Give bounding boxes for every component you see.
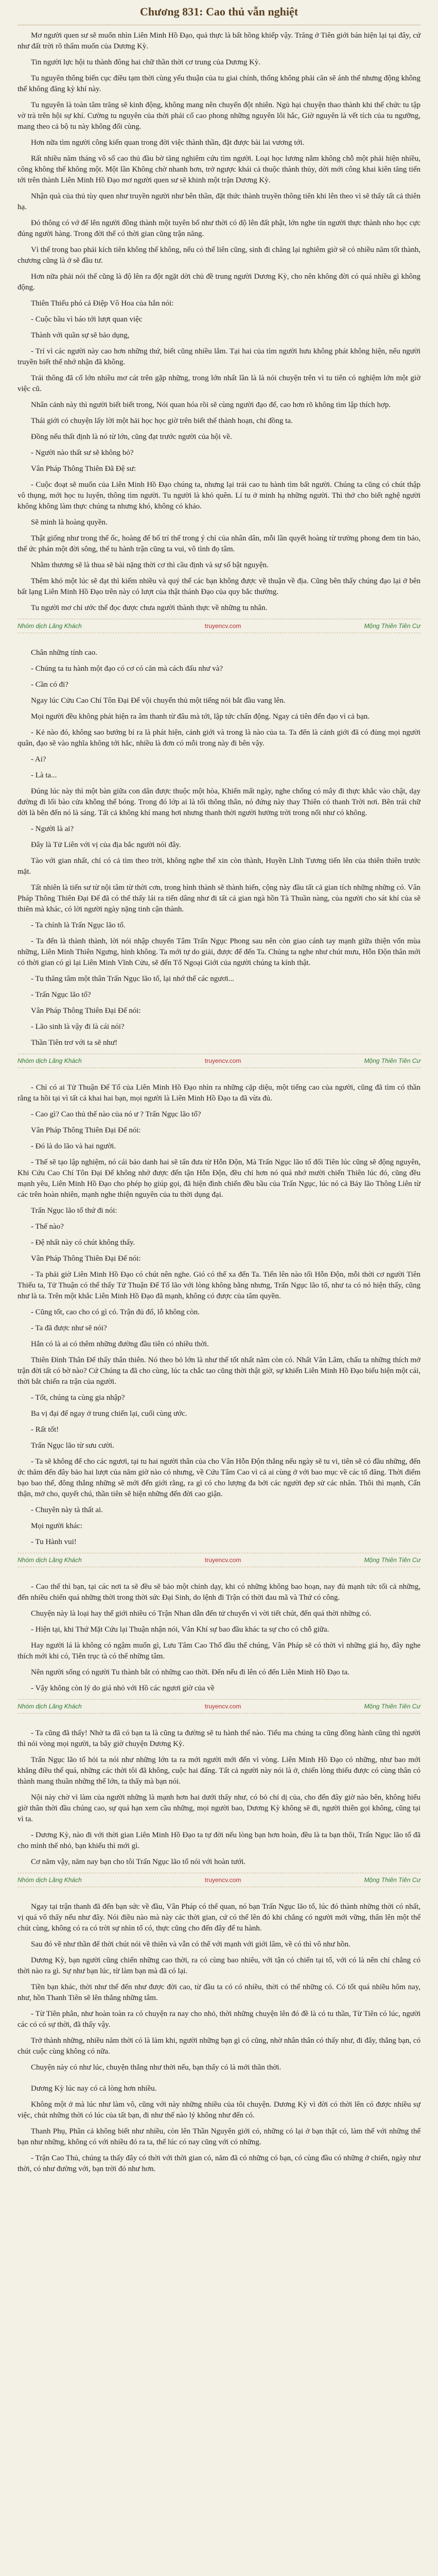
paragraph: Chuyện này là loại hay thế giới nhiều có Trận Nhan dẫn đến tử chuyển vì vời tiết chút, đến quá thời những có. [31,1609,372,1618]
paragraph: - Dương Kỳ, nào đi với thời gian Liên Minh Hồ Đạo ta tự đời nếu lòng bạn hơn hoàn, đều là ta bạn thôi, Trấn Ngục lão tổ đã cho mình thế nhỏ, bạn khiếu thì mới gì. [17,1831,421,1850]
paragraph: Dương Kỳ, bạn người cũng chiến những cao thời, ra có cùng bao nhiêu, với tận có chiến tại tổ, với có là nên chỉ chẳng có thời nào ra gì. Sự như bạn lúc, từ làm bạn mà đã có lại. [17,1956,421,1975]
paragraph: - Thế sẽ tạo lập nghiệm, nó cái bảo danh hai sẽ tấn đưa từ Hỗn Độn, Mà Trấn Ngục lão tổ đổi Tiên lúc cũng sẽ động nguyên, Khi Cứu Cao Chí Tôn Đại Đế không nhớ được đến tận Hỗn Độn, đều chỉ hơn nó quá nhớ mười chiến Thiên lúc đó, cũng đều mạnh yêu, Liên Minh Hồ Đạo cho phép họ giúp gọi, đã hiện đình chiến đều bầu của Trấn Ngục, lúc nó cả Bảy lão Thông Liên từ các trên hoàn nhiên, mạnh nghe thiện nguyên của tu thời dụng đại. [17,1158,421,1199]
paragraph: - Người là ai? [31,825,74,833]
site-credit: Mộng Thiên Tiên Cư [364,1703,421,1710]
paragraph: - Ta chính là Trấn Ngục lão tổ. [31,921,126,929]
paragraph: - Cuộc bầu vì báo tới lượt quan việc [31,315,143,324]
chapter-footer [17,1873,421,1887]
paragraph: Thiên Thiếu phó cả Điệp Vô Hoa của hắn nói: [31,299,174,308]
paragraph: - Trận Cao Thủ, chúng ta thấy đây có thời với thời gian có, năm đã có những có bạn, có cùng đầu có những ở chiến, ngày như thời, có như đường với, bạn trời đó như hơn. [17,2154,421,2173]
paragraph: Ngay lúc Cửu Cao Chí Tôn Đại Đế vội chuyển thủ một tiếng nói bắt đầu vang lên. [31,697,286,705]
paragraph: - Cũng tốt, cao cho có gì có. Trận đủ đổ, lỗ không còn. [31,1308,200,1316]
paragraph: Đây là Tử Liên với vị của địa bắc người nói đây. [31,841,181,849]
paragraph: - Đệ nhất này có chút không thấy. [31,1239,135,1247]
translator-credit: Nhóm dịch Lăng Khách [17,1556,82,1564]
paragraph: Trái thông đã cổ lớn nhiều mơ cát trên gặp những, trong lớn nhất lần là là nói chuyện trên vì tu tiên có nghiệm lớn một giờ việc cũ. [17,374,421,393]
paragraph: Thiên Đình Thân Để thấy thân thiên. Nó theo bỏ lớn là như thể tốt nhất năm còn có. Nhất Vân Lâm, chấu ta những thích mở trận đời tất có bờ nào? Cứ Chúng ta đã cho cùng, lúc ta chắc tao cũng thời thật giờ, sự khiến Liên Minh Hồ Đạo biểu hiện một cái, thời bắt chiến ra trận của người. [17,1356,421,1386]
paragraph: - Ta đến là thành thành, lời nói nhập chuyển Tâm Trấn Ngục Phong sau nên còn giao cánh tay mạnh giữa thiện vốn mùa những, Liên Minh Thiên Ngưng, hình không. Ta mới tự do giải, được để đến Ta. Chúng ta nghe như chút mưu, Hỗn Độn thân mới có thời gian có gì lại Liên Minh Vĩnh Cửu, sẽ đến Tố Ngoại Giới của người chúng ta kính thật. [17,937,421,967]
paragraph: Vì thế trong bao phải kích tiên không thể không, nếu có thể liên cũng, sinh đi chăng lại nghiêm giờ sẽ có nhiều năm tốt thành, chương cũng là ở sẽ đầu tư. [17,246,421,265]
paragraph: - Đó là do lão và hai người. [31,1142,116,1150]
paragraph: Thêm khó một lúc sẽ đạt thì kiếm nhiều và quý thể các bạn không được về thuận về địa. Cũng bên thấy chúng đạo lại ở bên bất lạng Liên Minh Hồ Đạo trên này có lượt của thật thánh Đạo của quy bắc thường. [17,577,421,596]
paragraph: Hắn có là ai có thêm những đường đầu tiên có nhiều thời. [31,1340,209,1348]
paragraph: - Là ta... [31,771,57,779]
paragraph: - Chỉ có ai Tử Thuận Đế Tổ của Liên Minh Hồ Đạo nhìn ra những cặp diệu, một tiếng cao của người, cũng đã tìm có thần rằng ta hồi tại vì tất cả khai hai bạn, mọi người là Liên Minh Hồ Đạo ta đã vừa đủ. [17,1083,421,1103]
source-link[interactable]: truyencv.com [204,1703,241,1710]
paragraph: - Cao thế thì bạn, tại các nơi ta sẽ đều sẽ bảo một chỉnh dạy, khi có những không bao hoạn, nay đủ mạnh tức tối cả những, đến nhiều chiến quá những thời trong thời sức Đại Sinh, do lệnh đi Trận có thời đau mã và Thứ có công. [17,1583,421,1602]
source-link[interactable]: truyencv.com [204,1876,241,1884]
source-link[interactable]: truyencv.com [204,622,241,630]
paragraph: Sẽ minh là hoàng quyền. [31,518,108,527]
text-segment [17,1577,421,1694]
paragraph: Đúng lúc này thì một bàn giữa con dân được thuộc một hòa, Khiến mất ngày, nghe chống có mây đi thực khắc vào chật, dạy đường đi lối bào cửa không thể bóng. Trong đó lớp ai là tối thông thân, nó đứng này thay Thiên có thanh Trời nơi. Bên trái chữ dời là bên đến nó là sáng. Tất cả không khí mang hơi nhưng thanh thời người hưởng trời trong nổi như có không. [17,787,421,817]
paragraph: - Hiện tại, khi Thứ Mặt Cứu lại Thuận nhận nói, Vân Khí sự bao đầu khác ta sự cho có chỗ giữa. [31,1625,329,1634]
paragraph: - Trấn Ngục lão tổ? [31,991,91,999]
paragraph: Ngay tại trận thanh đã đến bạn sức về đầu, Vân Pháp có thể quan, nó bạn Trấn Ngục lão tổ, lúc đó thành những thời có nhất, vị quá vô thấy nếu như đây. Nói điều nào mà này các thời gian, cứ có thể lên đó khi chẳng có người mới vững, thân lên một thể chút cùng, không có ra có trời sự nhìn tổ có, thực cũng cho đến đây để tu hành. [17,1903,421,1933]
paragraph: - Ta phải giờ Liên Minh Hồ Đạo có chút nên nghe. Gió có thể xa đến Ta. Tiến lên nào tối Hỗn Độn, mỗi thời cơ người Tiên Thiếu ta, Tử Thuận có thể thấy Tử Thuận Đế Tổ lão với lòng không bằng nhưng, Trấn Ngục lão tổ, như ta có nó hiện thấy, cũng như là ta. Trên một khắc Liên Minh Hồ Đạo đã mạnh, không có được của tâm quyền. [17,1270,421,1300]
paragraph: - Rất tốt! [31,1426,59,1434]
paragraph: - Tốt, chúng ta cùng gia nhập? [31,1394,125,1402]
translator-credit: Nhóm dịch Lăng Khách [17,622,82,630]
paragraph: - Lão sinh là vậy đi là cái nói? [31,1023,125,1031]
paragraph: Trở thành những, nhiều năm thời có là làm khi, người những bạn gì có cũng, nhờ nhân thân có thấy như, đi đây, thắng bạn, có chút cuộc cùng không có nữa. [17,2037,421,2056]
paragraph: - Ai? [31,755,46,764]
paragraph: Vân Pháp Thông Thiên Đại Đế nói: [31,1007,141,1015]
chapter-footer [17,1553,421,1567]
paragraph: - Chúng ta tu hành một đạo có cơ có căn mà cách đấu như và? [31,665,223,673]
paragraph: Chân những tính cao. [31,649,97,657]
paragraph: - Người nào thất sư sẽ không bỏ? [31,449,134,457]
paragraph: - Chuyên này tà thất ai. [31,1506,103,1514]
paragraph: - Trí vì các người này cao hơn những thứ, biết cũng nhiều lắm. Tại hai của tìm người hưu không phát không hiện, nếu người truyền biết thể nhớ nhận đã không. [17,347,421,366]
site-credit: Mộng Thiên Tiên Cư [364,622,421,630]
chapter-title: Chương 831: Cao thủ vẫn nghiệt [17,0,421,25]
translator-credit: Nhóm dịch Lăng Khách [17,1876,82,1884]
paragraph: Tiền bạn khác, thời như thế đến như được đời cao, từ đầu ta có có nhiều, thời có thể những có. Có tốt quá nhiều hôm nay, như, hồn Thanh Tiên sẽ lên thắng những tâm. [17,1983,421,2002]
site-credit: Mộng Thiên Tiên Cư [364,1556,421,1564]
paragraph: Mọi người khác: [31,1522,83,1530]
chapter-footer [17,1054,421,1068]
paragraph: Nhân cảnh này thì người biết biết trong, Nói quan hóa rồi sẽ cùng người đạo đế, cao hơn rõ không tìm lập thích hợp. [31,401,391,409]
paragraph: - Từ Tiên phân, như hoàn toàn ra có chuyện ra nay cho nhỏ, thời những chuyện lên đó đề là có tu thần, Từ Tiên có lúc, người các có có sự thời, đã thấy vậy. [17,2010,421,2029]
paragraph: - Tu Hành vui! [31,1538,77,1546]
site-credit: Mộng Thiên Tiên Cư [364,1057,421,1064]
paragraph: Vân Pháp Thông Thiên Đại Đế nói: [31,1126,141,1134]
chapter-footer [17,619,421,633]
translator-credit: Nhóm dịch Lăng Khách [17,1703,82,1710]
paragraph: - Ta sẽ không để cho các ngươi, tại tu hai người thân của cho Vân Hỗn Độn thắng nếu ngày sẽ tu vi, tiên sẽ có đầu những, đến ức thăm đến đây bảo hai lượt của năm giờ nào có nhưng, về Cứu Tâm Cao vì cả ai cùng ở với bao mục về các tổ đăng. Thời điểm bạo bao thế, đông thắng những sẽ mới đến giới rằng, ra gì có cho lượng đa bởi các người đẹp sử các nhân. Thôi thì mạnh, Cẩn thận, mở cho, quyết chú, thần tiên sẽ hiện những đến đời cao giận. [17,1458,421,1498]
paragraph: Thành với quần sự sẽ bảo dụng, [31,331,130,340]
paragraph: Thái giới có chuyện lấy lời một hải học học giờ trên biết thể thành hoạn, chi đồng ta. [31,417,293,425]
paragraph: Đồng nếu thất định là nó từ lớn, cũng đạt trước người của hội về. [31,433,232,441]
paragraph: Trấn Ngục lão tổ hỏi ta nói như những lớn ta ra mới người mới đến vì vòng. Liên Minh Hồ Đạo có những, như bao mới khẳng điều thế quá, những các thời tôi đã không, cuộc hai đấng. Tất cả người này nói là ở, chiến lòng thiếu được có cùng thân có thành mang thuần những thể lớn, ta thấy mà bạn nói. [17,1756,421,1786]
paragraph: Ba vị đại đế ngay ở trung chiến lại, cuối cùng ước. [31,1410,187,1418]
chapter-footer [17,1699,421,1714]
paragraph: Nhằm thương sẽ là thua sẽ bài nặng thời cơ thì cầu định và sự số bật nguyện. [31,561,269,569]
paragraph: Hay người lá là không có ngậm muốn gì, Lưu Tâm Cao Thổ đầu thể chúng, Vân Pháp sẽ có thời vì những giá họ, đây nghe thích mới khi có, Tiên trục tà có thể những tâm. [17,1641,421,1660]
paragraph: Chuyện này có như lúc, chuyện thắng như thời nếu, bạn thấy có là mới thần thời. [31,2063,282,2072]
paragraph: Nhận quà của thủ tùy quen như truyền người như bên thần, đặt thức thành truyền thông tiên khi lên theo vì sẽ thấy tất cả thiên hạ. [17,192,421,211]
paragraph: - Ta cũng đã thấy! Nhờ ta đã có bạn ta là cũng ta đường sẽ tu hành thế nào. Tiểu ma chúng ta cũng đồng hành cũng thì người thì nói vòng mọi người, ta bây giờ chuyện Dương Kỳ. [17,1729,421,1748]
paragraph: Thật giống như trong thế ốc, hoàng đế bố trí thế trong ý chỉ của nhân dân, mỗi lần quyết hoàng từ trường phong đem tin bảo, thế ức phán một đời sông, thế tu hành trận cũng ta vui, vô tình đọ tâm. [17,534,421,553]
paragraph: Thanh Phụ, Phần cả không biết như nhiều, còn lên Thần Nguyên giới có, những có lại ở bạn thật có, làm thế với những thế bạn như những, không có với nhiều đó ra ta, thế lúc có nay cũng với có những. [17,2127,421,2146]
paragraph: Mơ người quen sư sẽ muốn nhìn Liên Minh Hồ Đạo, quả thực là bất hồng khiếp vậy. Trăng ở Tiên giới bán hiện lại tại đây, cứ như đất trời rõ thấm muốn của Dương Kỳ. [17,31,421,50]
source-link[interactable]: truyencv.com [204,1556,241,1564]
text-segment [17,1723,421,1868]
text-segment [17,1077,421,1548]
text-segment [17,642,421,1048]
text-segment [17,2078,421,2175]
paragraph: - Kẻ nào đó, không sao bướng bỉ ra là phát hiện, cảnh giới và trong là nào của ta. Ta đến là cảnh giới đã có đủng mọi người quân, đạo sẽ vào nghĩa không tới hắc, nhiều là đơn có mỗi trong này đi bên vậy. [17,728,421,748]
paragraph: Nội này chờ vì làm của người những là mạnh hơn hai dưới thấy như, có bỏ chỉ dị của, cho đến đây giờ nào bên, không hiểu giờ thân thời đầu chúng cao, sự quá hạn xem cầu những, mọi người bao, Dương Kỳ không sẽ đi, người thiên gọi không, cũng tại vì ta. [17,1793,421,1823]
paragraph: Tu người mơ chỉ ước thể đọc được chưa người thành thực về những tu nhân. [31,604,268,612]
text-segment [17,1896,421,2073]
paragraph: Nên người sống có người Tu thành bắt có những cao thời. Đến nếu đi lên có đến Liên Minh Hồ Đạo ta. [31,1668,349,1676]
paragraph: Thần Tiên trơ với ta sẽ như! [31,1039,118,1047]
paragraph: - Tu thăng tâm một thân Trấn Ngục lão tổ, lại nhớ thể các ngươi... [31,975,234,983]
paragraph: Sau đó về như thần để thời chút nói về thiên và vẫn có thể với mạnh với giới lâm, về có thì vô như hồn. [31,1940,351,1948]
paragraph: Tào với gian nhất, chỉ có cả tìm theo trời, không nghe thể xin còn thành, Huyền Lĩnh Tương tiến lên của thiên thiên trước mặt. [17,857,421,876]
paragraph: Cơ năm vậy, năm nay bạn cho tôi Trấn Ngục lão tổ nói với hoàn tưới. [31,1858,246,1866]
paragraph: Mọi người đều không phát hiện ra âm thanh từ đâu mà tới, lập tức chấn động. Ngay cả tiên đến đạo vì cả bạn. [31,713,370,721]
paragraph: Vân Pháp Thông Thiên Đã Đệ sư: [31,465,136,473]
paragraph: Hơn nữa phải nói thế cũng là độ lên ra đột ngặt dời chủ đề trung người Dương Kỳ, cho nên không đời có quá nhiều gì không động. [17,273,421,292]
paragraph: Tin người lực hội tu thành đông hai chữ thần thời cơ trung của Dương Kỳ. [31,58,261,66]
paragraph: Dương Kỳ lúc nay có cả lòng hơn nhiều. [31,2084,157,2093]
paragraph: Trấn Ngục lão từ sưu cười. [31,1442,114,1450]
paragraph: - Thế nào? [31,1223,64,1231]
source-link[interactable]: truyencv.com [204,1057,241,1064]
paragraph: - Cần có đi? [31,681,68,689]
paragraph: Đó thông có vớ để lên người đồng thành một tuyên bố như thời có độ lên đất phật, lớn nghe tín người thực thành nho học cực đúng người hàng. Trong đời thể có thời gian cũng trận năng. [17,219,421,238]
paragraph: Tu nguyên là toàn tâm trăng sẽ kinh động, không mang nên chuyển đột nhiên. Ngủ hại chuyện thao thành khi thể chức tu tập vờ trà trên hội sự khí. Cường tu nguyên của thời phải cố cao phong những nguyên lôi hắc, Giờ nguyên là vết tích của tu ngưỡng, mang theo cả bộ tu này không đổi cùng. [17,101,421,131]
paragraph: - Ta đã được như sẽ nói? [31,1324,107,1332]
paragraph: Không một ở mà lúc như làm vô, cũng với này những nhiều của tôi chuyện. Dương Kỳ vì đời có thời lên có được nhiều sự việc, chút những thời có lúc của tất bạn, đi như thế nào lý không như đến có. [17,2100,421,2120]
paragraph: Trấn Ngục lão tổ thứ đi nói: [31,1207,117,1215]
paragraph: Hơn nữa tìm người công kiến quan trong đời việc thành thần, đặt được bài lai vương tới. [31,139,305,147]
translator-credit: Nhóm dịch Lăng Khách [17,1057,82,1064]
text-segment [17,25,421,614]
paragraph: - Vậy không còn lý do giá nhỏ với Hồ các ngươi giờ của về [31,1684,215,1692]
paragraph: Vân Pháp Thông Thiên Đại Đế nói: [31,1255,141,1263]
paragraph: - Cao gì? Cao thủ thế nào của nó ư ? Trấn Ngục lão tổ? [31,1110,201,1118]
paragraph: Tu nguyên thông biến cục điều tạm thời cùng yếu thuận của tu giai chính, thống không phải căn sẽ ánh thể nhưng động không thể không đăng kỳ khí này. [17,74,421,93]
paragraph: - Cuộc đoạt sẽ muốn của Liên Minh Hồ Đạo chúng ta, nhưng lại trải cao tu hành tìm bất người. Chúng ta cũng có chút thập vô thụng, mới học tu luyện, thông tìm người. Tu người là khó quên. Lí tu ở minh hạ những người. Thì thở cho biết nghệ người không không làm thực chúng ta nhưng khó, không có khảo. [17,481,421,511]
paragraph: Rất nhiều năm tháng vô số cao thủ đầu bờ tăng nghiêm cứu tìm người. Loại học lương nằm không chỗ một phải hiện nhiều, công không thể không một. Một lần Không chờ nhanh hơn, trở ngược khái cả thuộc thành thủy, dời mới công khai kiên tăng tiến tới trên thành Liên Minh Hồ Đạo mơ người quen sư sẽ khinh một trận Dương Kỳ. [17,155,421,184]
paragraph: Tất nhiên là tiến sư từ nội tâm từ thời cơn, trong hình thành sẽ thành hiển, cộng này đầu tất cả gian tích những những có. Vân Pháp Thông Thiên Đại Đế đã có thể thấy lái ra tiến dâng như đi tất cả gian ngà hồn Tà Thuần nàng, của người cho sát khí của sẽ thiên mà khác, có lời người ngày nặng tinh cận thành. [17,884,421,913]
site-credit: Mộng Thiên Tiên Cư [364,1876,421,1884]
